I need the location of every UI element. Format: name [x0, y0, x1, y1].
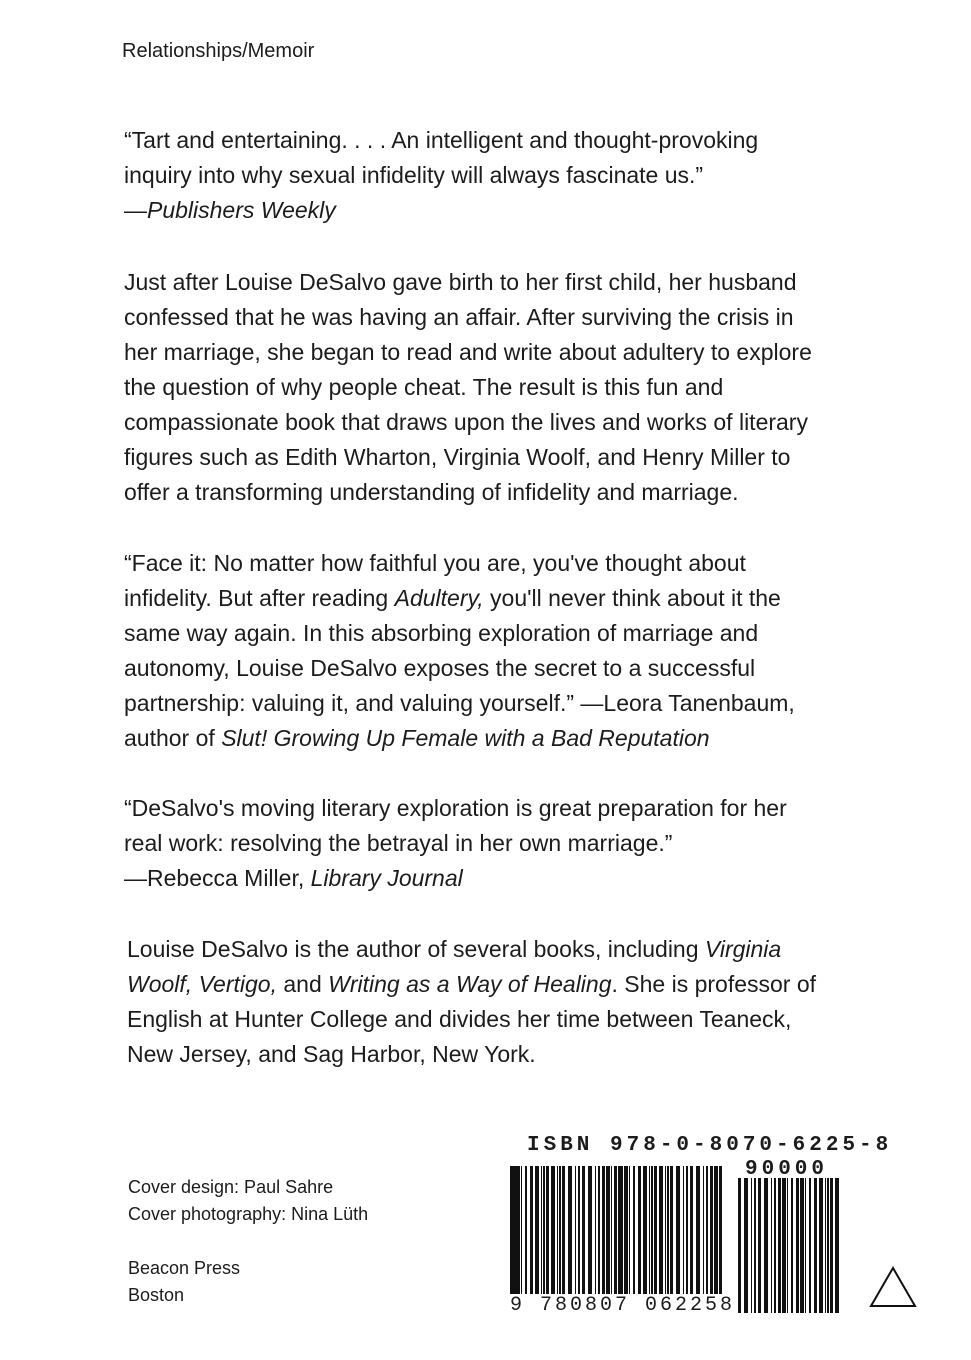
bio-line: [127, 967, 897, 1002]
attribution-text: —Rebecca Miller,: [124, 865, 311, 891]
barcode-bar: [825, 1178, 826, 1313]
barcode-bar: [598, 1166, 600, 1300]
barcode-bar: [516, 1166, 520, 1300]
quote-attribution: [124, 861, 894, 896]
triangle-mark-icon: [871, 1268, 915, 1306]
isbn-barcode: [510, 1138, 920, 1318]
cover-photography-credit: Cover photography: Nina Lüth: [128, 1204, 369, 1224]
barcode-bar: [814, 1178, 817, 1313]
quote-line: [124, 581, 894, 616]
barcode-bar: [782, 1178, 786, 1313]
barcode-bar: [738, 1178, 741, 1313]
quote-text: infidelity. But after reading: [124, 585, 395, 611]
book-title: Writing as a Way of Healing: [328, 971, 612, 997]
barcode-bar: [606, 1166, 610, 1300]
barcode-bar: [796, 1178, 799, 1313]
quote-line: real work: resolving the betrayal in her own marriage.”: [124, 830, 673, 856]
barcode-bar: [758, 1178, 761, 1313]
barcode-bar: [805, 1178, 806, 1313]
barcode-bar: [659, 1166, 663, 1300]
barcode-bar: [686, 1166, 688, 1300]
barcode-bar: [665, 1166, 666, 1300]
barcode-bar: [643, 1166, 647, 1300]
barcode-bar: [676, 1166, 680, 1300]
barcode-bar: [629, 1166, 630, 1300]
barcode-bar: [771, 1178, 772, 1313]
barcode-bar: [774, 1178, 776, 1313]
barcode-bar: [546, 1166, 549, 1300]
attribution-text: author of: [124, 725, 222, 751]
barcode-bar: [582, 1166, 585, 1300]
barcode-bar: [751, 1178, 752, 1313]
ean-digits: 9 780807 062258: [510, 1294, 736, 1317]
book-title: Adultery,: [394, 585, 484, 611]
bio-line: [127, 932, 897, 967]
bio-text: Louise DeSalvo is the author of several books, including: [127, 936, 705, 962]
barcode-bar: [809, 1178, 811, 1313]
quote-line: “Tart and entertaining. . . . An intelligent and thought-provoking: [124, 127, 759, 153]
barcode-bar: [827, 1178, 829, 1313]
barcode-bar: [800, 1178, 804, 1313]
quote-attribution: [124, 193, 894, 228]
quote-line: “Face it: No matter how faithful you are, you've thought about: [124, 550, 746, 576]
book-title: Woolf, Vertigo,: [127, 971, 277, 997]
barcode-bar: [521, 1166, 522, 1300]
quote-line: partnership: valuing it, and valuing yourself.” —Leora Tanenbaum,: [124, 690, 795, 716]
isbn-number: ISBN 978-0-8070-6225-8: [527, 1134, 893, 1157]
attribution-source: Library Journal: [310, 865, 463, 891]
quote-attribution: [124, 721, 894, 756]
barcode-bar: [764, 1178, 768, 1313]
bio-text: and: [276, 971, 329, 997]
book-title: Virginia: [704, 936, 782, 962]
barcode-bar: [638, 1166, 641, 1300]
description-line: Just after Louise DeSalvo gave birth to her first child, her husband: [124, 269, 797, 295]
publisher-city: Boston: [128, 1285, 185, 1305]
barcode-bar: [541, 1166, 542, 1300]
description-line: the question of why people cheat. The result is this fun and: [124, 374, 724, 400]
publisher-info: [128, 1255, 240, 1309]
barcode-bar: [588, 1166, 592, 1300]
barcode-bar: [791, 1178, 793, 1313]
barcode-bar: [624, 1166, 628, 1300]
price-code: 90000: [745, 1158, 829, 1181]
barcode-bar: [562, 1166, 565, 1300]
library-journal-quote: [124, 791, 894, 896]
barcode-bar: [690, 1166, 693, 1300]
bio-line: New Jersey, and Sag Harbor, New York.: [127, 1041, 536, 1067]
publishers-weekly-quote: [124, 123, 894, 228]
barcode-bar: [602, 1166, 605, 1300]
barcode-bar: [830, 1178, 833, 1313]
barcode-bar: [667, 1166, 669, 1300]
barcode-bar: [670, 1166, 673, 1300]
author-bio: [127, 932, 897, 1072]
barcode-bar: [835, 1178, 839, 1313]
barcode-bar: [719, 1166, 720, 1300]
barcode-bar: [543, 1166, 545, 1300]
barcode-bar: [525, 1166, 527, 1300]
quote-line: same way again. In this absorbing exploration of marriage and: [124, 620, 759, 646]
barcode-bar: [654, 1166, 657, 1300]
barcode-bar: [530, 1166, 533, 1300]
barcode-bar: [649, 1166, 650, 1300]
category-label: Relationships/Memoir: [122, 40, 315, 62]
book-description: [124, 265, 894, 510]
barcode-bar: [595, 1166, 596, 1300]
barcode-bar: [633, 1166, 635, 1300]
attribution-dash: —: [124, 197, 147, 223]
attribution-source: Publishers Weekly: [147, 197, 336, 223]
barcode-bar: [706, 1166, 708, 1300]
description-line: compassionate book that draws upon the lives and works of literary: [124, 409, 808, 435]
barcode-bar: [575, 1166, 576, 1300]
barcode-bar: [620, 1166, 623, 1300]
quote-text: you'll never think about it the: [483, 585, 781, 611]
barcode-bar: [744, 1178, 748, 1313]
description-line: offer a transforming understanding of infidelity and marriage.: [124, 479, 739, 505]
description-line: confessed that he was having an affair. After surviving the crisis in: [124, 304, 794, 330]
bio-text: . She is professor of: [611, 971, 817, 997]
book-title: Slut! Growing Up Female with a Bad Reputation: [221, 725, 710, 751]
barcode-bar: [683, 1166, 684, 1300]
description-line: figures such as Edith Wharton, Virginia Woolf, and Henry Miller to: [124, 444, 791, 470]
barcode-bar: [787, 1178, 788, 1313]
publisher-name: Beacon Press: [128, 1258, 241, 1278]
quote-line: “DeSalvo's moving literary exploration is great preparation for her: [124, 795, 787, 821]
cover-design-credit: Cover design: Paul Sahre: [128, 1177, 334, 1197]
barcode-bar: [551, 1166, 555, 1300]
barcode-bar: [651, 1166, 653, 1300]
barcode-bar: [696, 1166, 700, 1300]
quote-line: autonomy, Louise DeSalvo exposes the secret to a successful: [124, 655, 756, 681]
barcode-bar: [703, 1166, 704, 1300]
barcode-bar: [535, 1166, 539, 1300]
bio-line: English at Hunter College and divides her time between Teaneck,: [127, 1006, 792, 1032]
barcode-bar: [611, 1166, 612, 1300]
barcode-bar: [559, 1166, 561, 1300]
barcode-bar: [568, 1166, 572, 1300]
barcode-bar: [819, 1178, 823, 1313]
barcode-bar: [710, 1166, 713, 1300]
quote-line: inquiry into why sexual infidelity will always fascinate us.”: [124, 162, 704, 188]
cover-credits: [128, 1174, 368, 1228]
barcode-bar: [778, 1178, 781, 1313]
barcode-bar: [557, 1166, 558, 1300]
barcode-bar: [754, 1178, 756, 1313]
barcode-bar: [578, 1166, 580, 1300]
description-line: her marriage, she began to read and write about adultery to explore: [124, 339, 812, 365]
tanenbaum-quote: [124, 546, 894, 756]
